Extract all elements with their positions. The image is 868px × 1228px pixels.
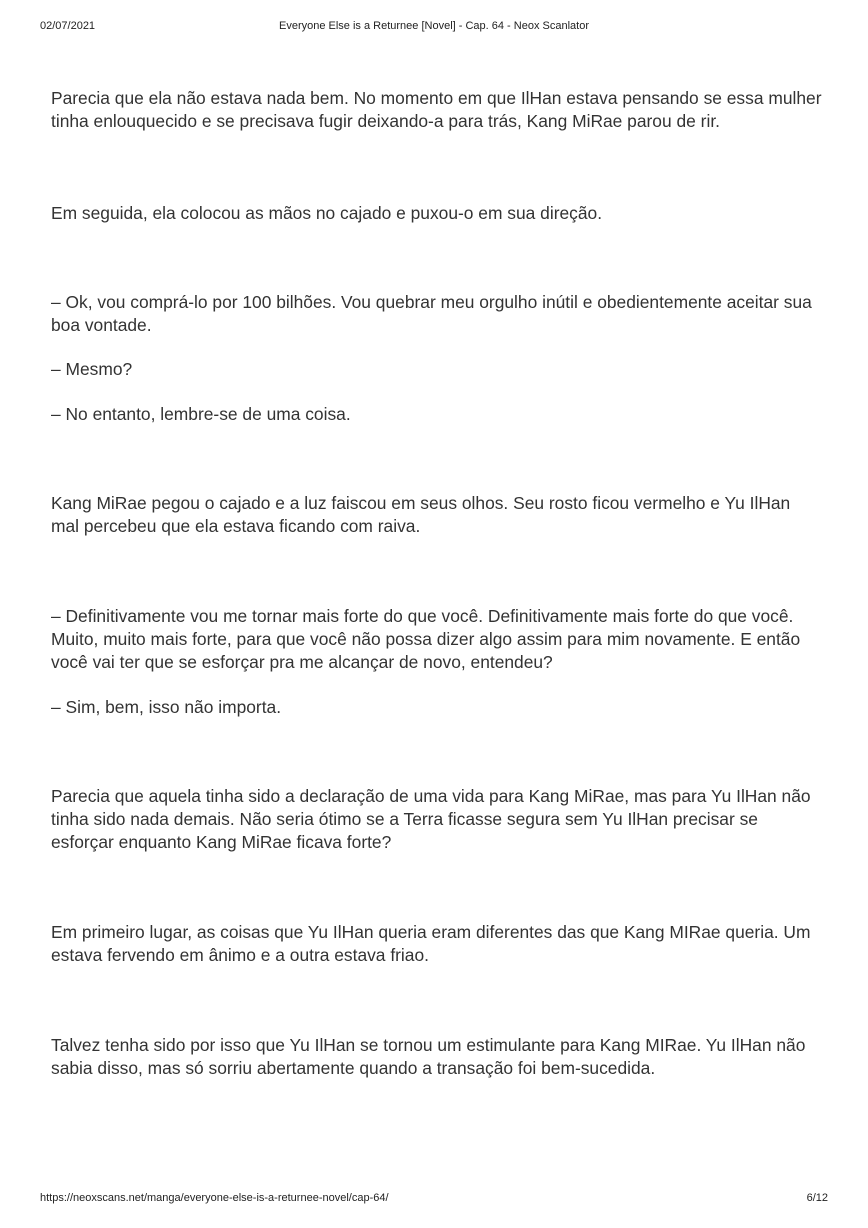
page-number: 6/12: [806, 1192, 828, 1204]
print-footer: [40, 1192, 828, 1208]
paragraph: Em primeiro lugar, as coisas que Yu IlHan queria eram diferentes das que Kang MIRae queria. Um estava fervendo em ânimo e a outra estava friao.: [51, 922, 811, 965]
print-date: 02/07/2021: [40, 20, 96, 32]
paragraph: – Mesmo?: [51, 359, 133, 379]
paragraph: – Definitivamente vou me tornar mais forte do que você. Definitivamente mais forte do que você. Muito, muito mais forte, para que você não possa dizer algo assim para mim novamente. E então você vai ter que se esforçar pra me alcançar de novo, entendeu?: [51, 606, 801, 672]
page-url-link[interactable]: https://neoxscans.net/manga/everyone-else-is-a-returnee-novel/cap-64/: [40, 1192, 389, 1204]
print-header: [40, 20, 828, 36]
paragraph: Parecia que aquela tinha sido a declaração de uma vida para Kang MiRae, mas para Yu IlHan não tinha sido nada demais. Não seria ótimo se a Terra ficasse segura sem Yu IlHan precisar se esforçar enquanto Kang MiRae ficava forte?: [51, 786, 811, 852]
paragraph: Talvez tenha sido por isso que Yu IlHan se tornou um estimulante para Kang MIRae. Yu IlHan não sabia disso, mas só sorriu abertamente quando a transação foi bem-sucedida.: [51, 1035, 806, 1078]
chapter-content: [51, 87, 823, 1080]
paragraph: Em seguida, ela colocou as mãos no cajado e puxou-o em sua direção.: [51, 203, 603, 223]
paragraph: Parecia que ela não estava nada bem. No momento em que IlHan estava pensando se essa mulher tinha enlouquecido e se precisava fugir deixando-a para trás, Kang MiRae parou de rir.: [51, 88, 822, 131]
paragraph: – Sim, bem, isso não importa.: [51, 697, 282, 717]
paragraph: – No entanto, lembre-se de uma coisa.: [51, 404, 351, 424]
paragraph: – Ok, vou comprá-lo por 100 bilhões. Vou quebrar meu orgulho inútil e obedientemente aceitar sua boa vontade.: [51, 292, 812, 335]
page-title: Everyone Else is a Returnee [Novel] - Cap. 64 - Neox Scanlator: [279, 20, 589, 32]
paragraph: Kang MiRae pegou o cajado e a luz faiscou em seus olhos. Seu rosto ficou vermelho e Yu IlHan mal percebeu que ela estava ficando com raiva.: [51, 493, 791, 536]
